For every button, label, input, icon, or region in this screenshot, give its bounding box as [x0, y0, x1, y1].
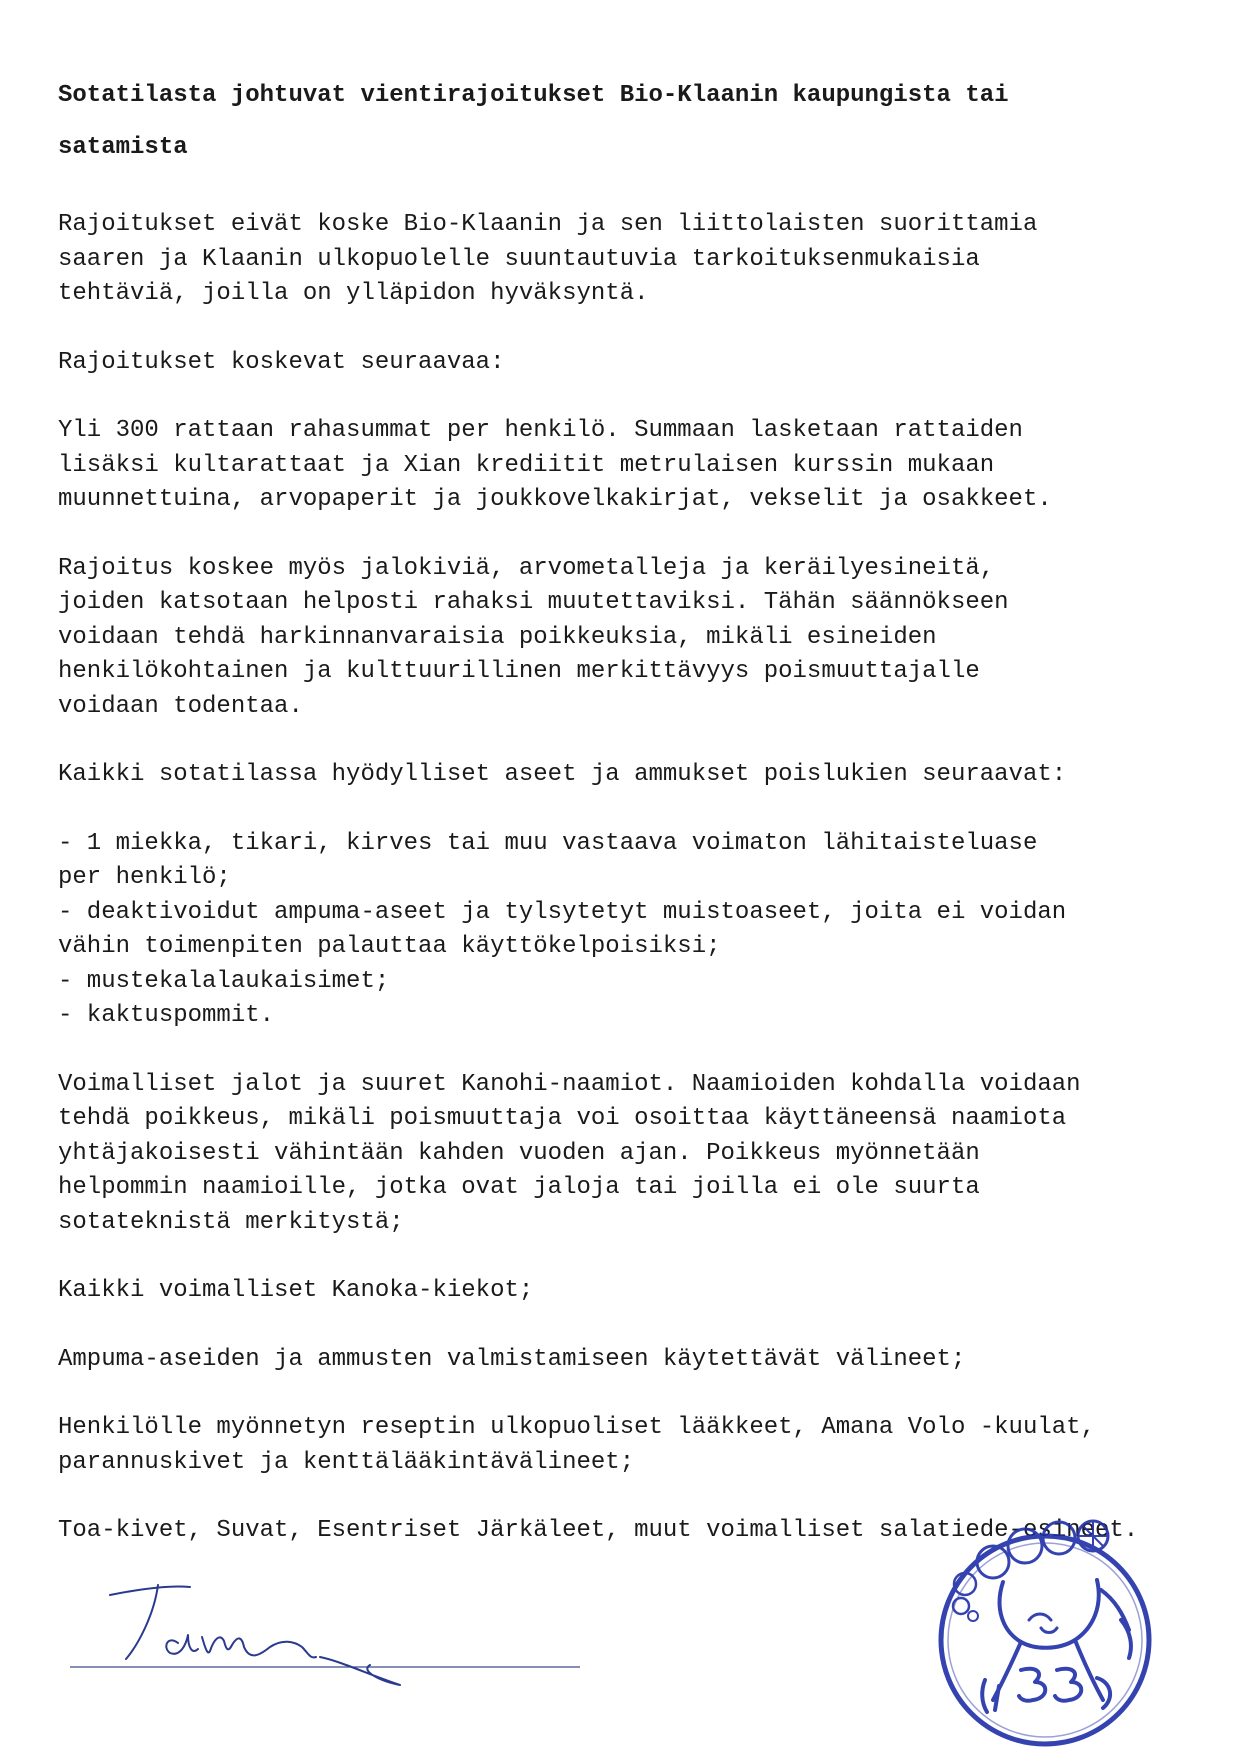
paragraph-medicines: Henkilölle myönnetyn reseptin ulkopuoliset lääkkeet, Amana Volo -kuulat, parannuskivet ja kenttälääkintävälineet; [58, 1414, 1095, 1476]
list-item: - mustekalalaukaisimet; [58, 967, 390, 995]
list-item: - 1 miekka, tikari, kirves tai muu vastaava voimaton lähitaisteluase per henkilö; [58, 829, 1038, 891]
signature-icon [70, 1575, 580, 1705]
title-line-2: satamista [58, 134, 188, 161]
paragraph-money-limit: Yli 300 rattaan rahasummat per henkilö. Summaan lasketaan rattaiden lisäksi kultarattaat ja Xian krediitit metrulaisen kurssin mukaan muunnettuina, arvopaperit ja joukkovelkakirjat, vekselit ja osakkeet. [58, 417, 1052, 513]
signature-stroke [110, 1585, 400, 1685]
paragraph-kanoka-disks: Kaikki voimalliset Kanoka-kiekot; [58, 1277, 534, 1304]
list-item: - kaktuspommit. [58, 1002, 275, 1029]
paragraph-restrictions-intro: Rajoitukset koskevat seuraavaa: [58, 348, 505, 376]
title-line-1: Sotatilasta johtuvat vientirajoitukset Bio-Klaanin kaupungista tai [58, 82, 1009, 109]
paragraph-weapons: Kaikki sotatilassa hyödylliset aseet ja ammukset poislukien seuraavat: [58, 761, 1067, 788]
weapon-exceptions-list [58, 827, 1198, 1034]
paragraph-kanohi-masks: Voimalliset jalot ja suuret Kanohi-naamiot. Naamioiden kohdalla voidaan tehdä poikkeus, mikäli poismuuttaja voi osoittaa käyttäneensä naamiota yhtäjakoisesti vähintään kahden vuoden ajan. Poikkeus myönnetään helpommin naamioille, jotka ovat jaloja tai joilla ei ole suurta sotateknistä merkitystä; [58, 1070, 1081, 1236]
stamp-seal-icon [925, 1510, 1165, 1750]
paragraph-valuables: Rajoitus koskee myös jalokiviä, arvometalleja ja keräilyesineitä, joiden katsotaan helposti rahaksi muutettaviksi. Tähän säännökseen voidaan tehdä harkinnanvaraisia poikkeuksia, mikäli esineiden henkilökohtainen ja kulttuurillinen merkittävyys poismuuttajalle voidaan todentaa. [58, 554, 1009, 720]
document-title [58, 70, 1198, 174]
paragraph-occult-items: Toa-kivet, Suvat, Esentriset Järkäleet, muut voimalliset salatiede-esineet. [58, 1517, 1139, 1544]
paragraph-weapon-tools: Ampuma-aseiden ja ammusten valmistamiseen käytettävät välineet; [58, 1345, 966, 1373]
paragraph-scope: Rajoitukset eivät koske Bio-Klaanin ja sen liittolaisten suorittamia saaren ja Klaanin ulkopuolelle suuntautuvia tarkoituksenmukaisia tehtäviä, joilla on ylläpidon hyväksyntä. [58, 211, 1038, 307]
list-item: - deaktivoidut ampuma-aseet ja tylsytetyt muistoaseet, joita ei voidan vähin toimenpiten palauttaa käyttökelpoisiksi; [58, 898, 1067, 960]
document-page [58, 70, 1198, 1583]
